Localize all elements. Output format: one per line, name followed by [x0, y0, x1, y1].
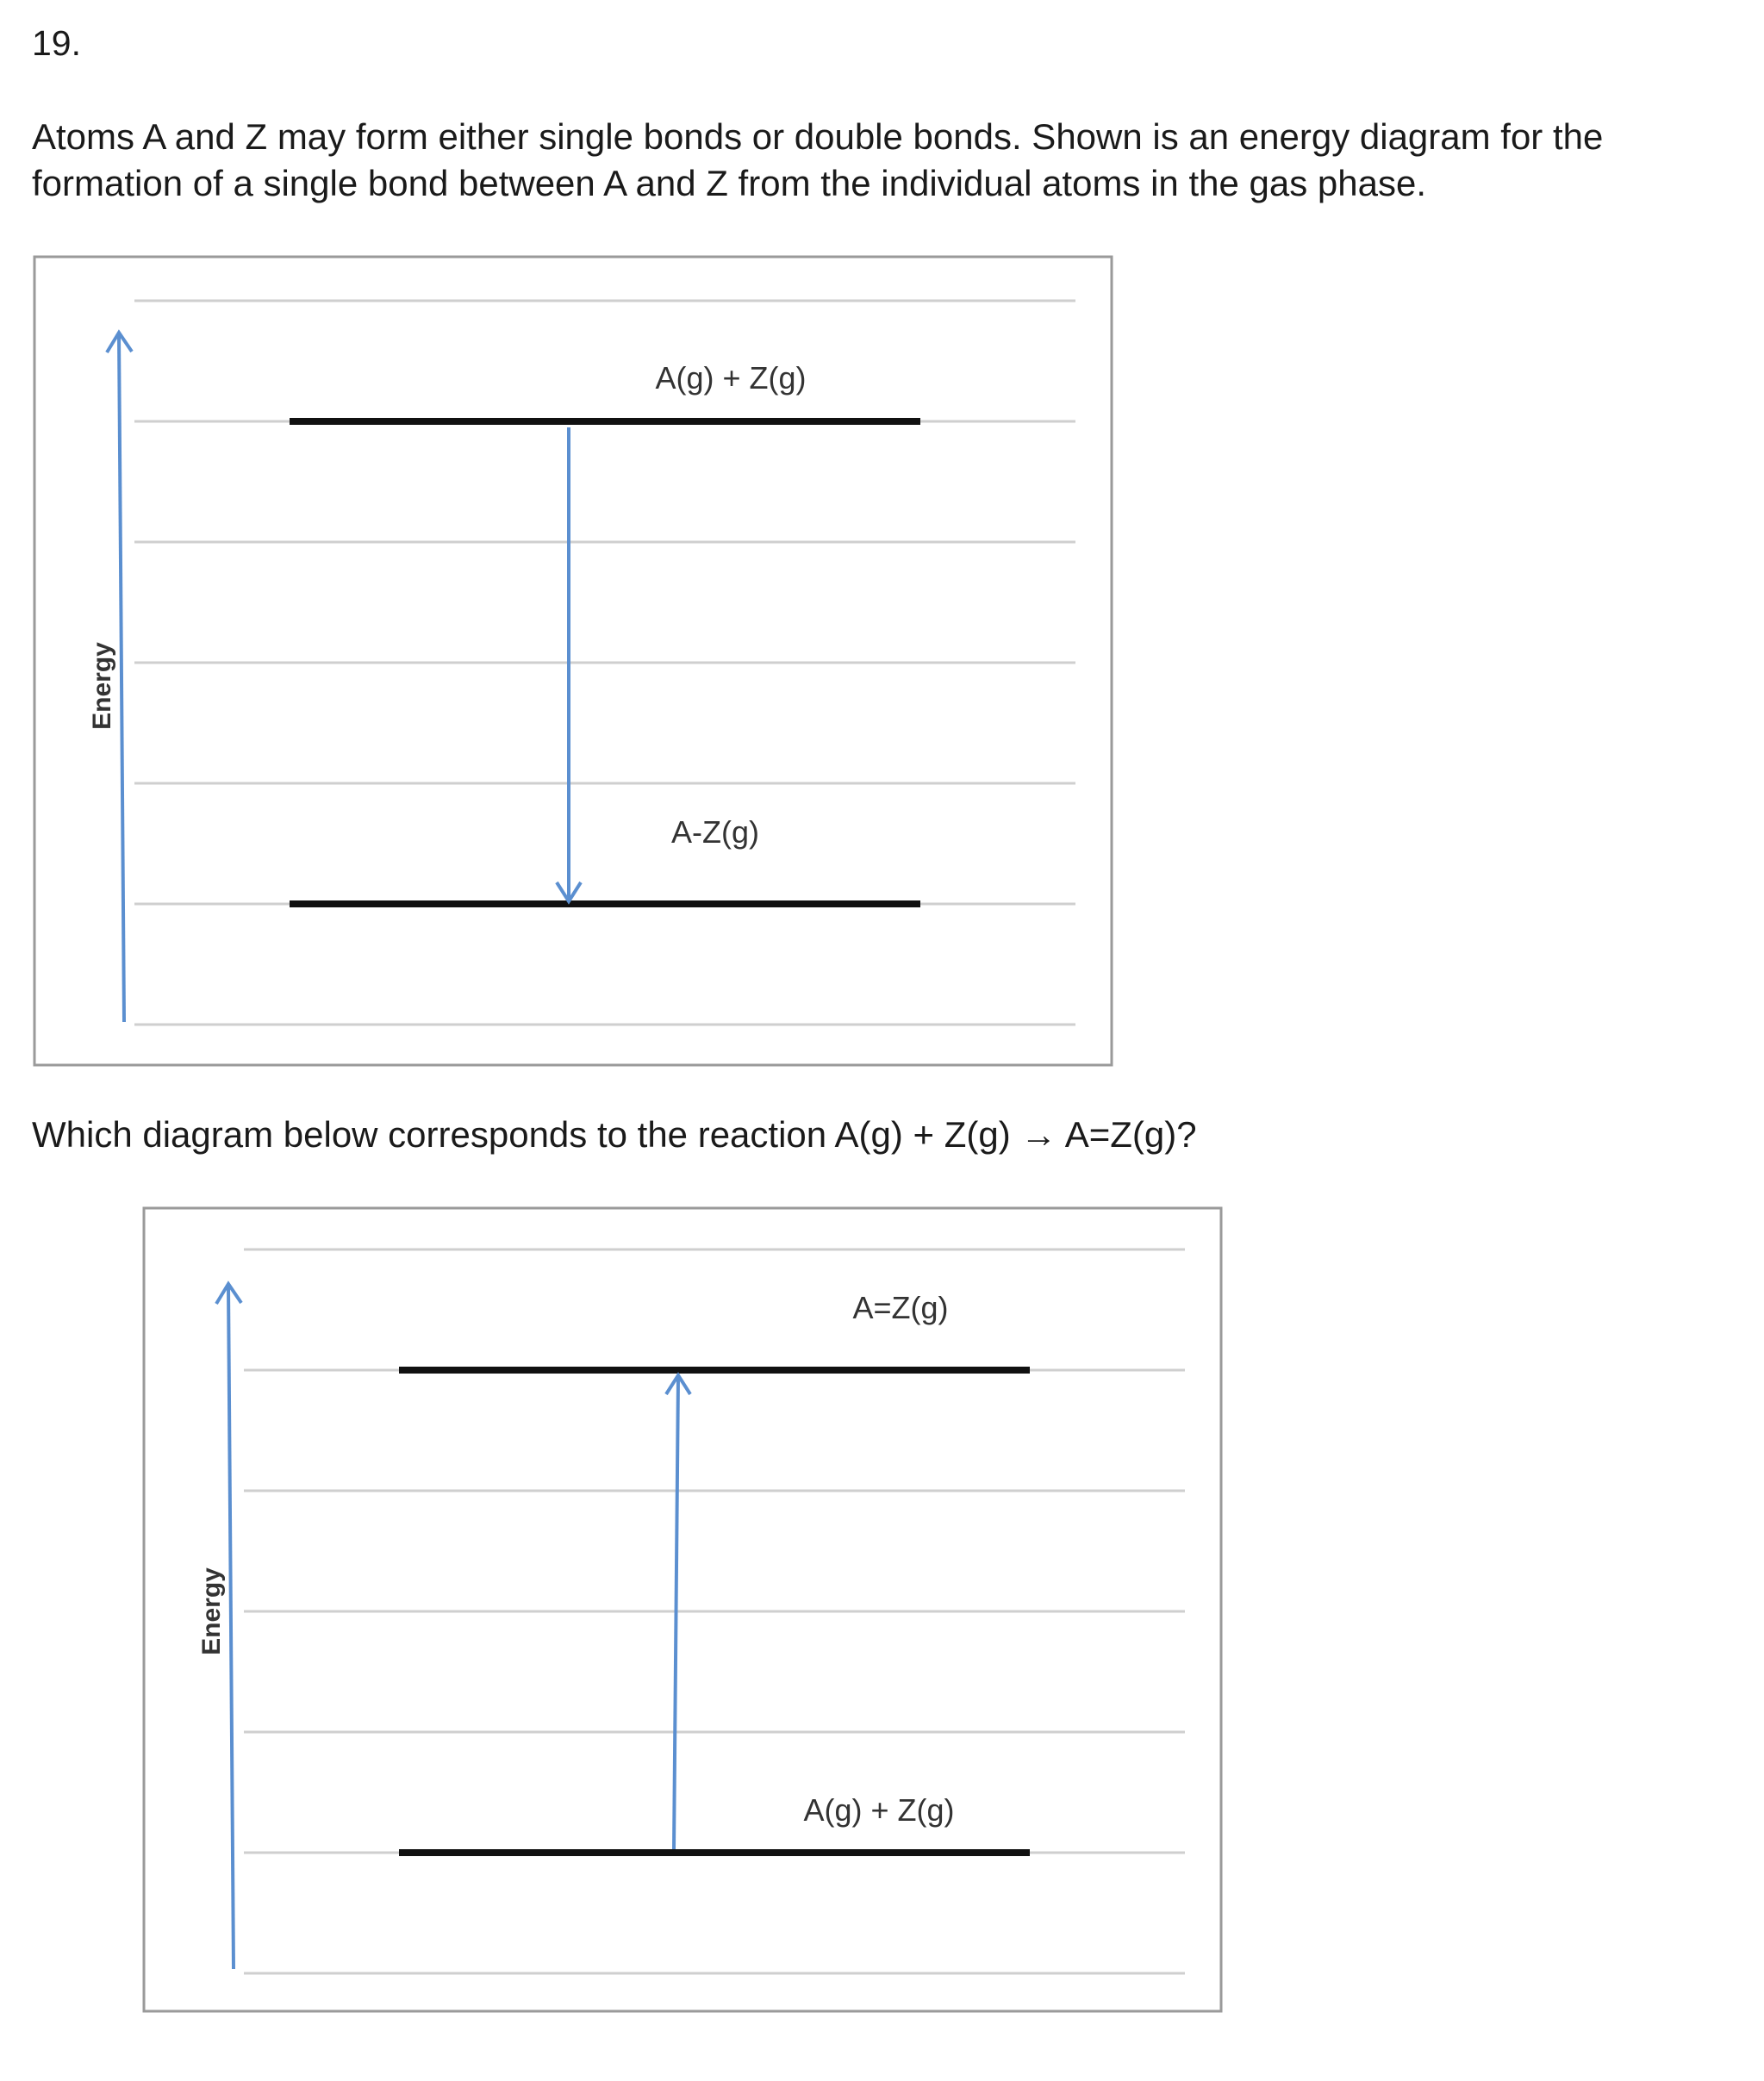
- question-number: 19.: [32, 23, 81, 63]
- lower-level-label: A-Z(g): [671, 814, 759, 850]
- answer-energy-diagram: [142, 1206, 1223, 2013]
- diagram-frame: [144, 1208, 1221, 2011]
- upper-level-label: A(g) + Z(g): [655, 360, 807, 396]
- question-text: Which diagram below corresponds to the reaction A(g) + Z(g) → A=Z(g)?: [32, 1114, 1197, 1155]
- energy-axis-label: Energy: [197, 1567, 226, 1655]
- single-bond-energy-diagram: [33, 255, 1113, 1067]
- intro-text: Atoms A and Z may form either single bonds or double bonds. Shown is an energy diagram for the formation of a single bond between A and Z from the individual atoms in the gas phase.: [32, 116, 1604, 203]
- energy-axis-label: Energy: [88, 642, 116, 730]
- diagram-frame: [34, 257, 1112, 1065]
- upper-level-label: A=Z(g): [852, 1290, 949, 1325]
- lower-level-label: A(g) + Z(g): [803, 1792, 955, 1828]
